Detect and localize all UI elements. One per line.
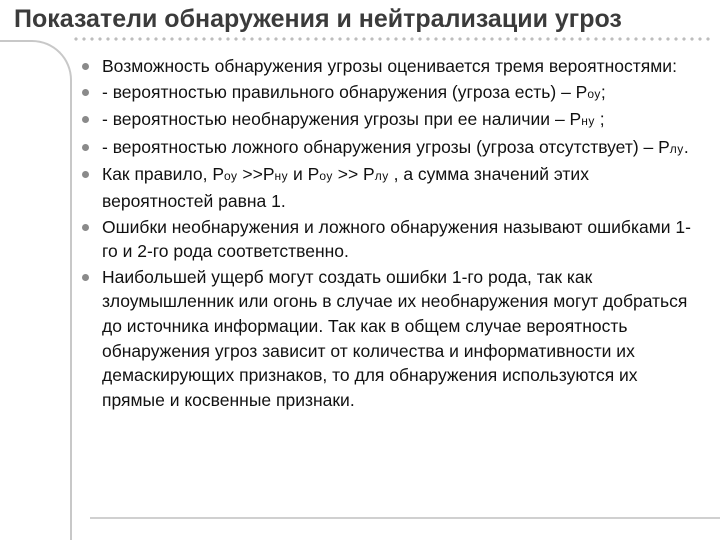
- bullet-item: [80, 215, 700, 264]
- bullet-item: [80, 54, 700, 79]
- bullet-item: [80, 135, 700, 162]
- text-run: - вероятностью необнаружения угрозы при ее наличии – Р: [102, 109, 582, 130]
- bullet-item: [80, 162, 700, 213]
- slide-title: Показатели обнаружения и нейтрализации угроз: [14, 5, 622, 33]
- probability-subscript: ну: [274, 169, 289, 184]
- text-run: Как правило, Р: [102, 164, 224, 185]
- bullet-text: [102, 82, 606, 102]
- text-run: Ошибки необнаружения и ложного обнаружения называют ошибками 1-го и 2-го рода соответственно.: [102, 216, 691, 262]
- bullet-dot-icon: [82, 224, 89, 231]
- bullet-list: [80, 50, 700, 412]
- bullet-item: [80, 107, 700, 134]
- bullet-dot-icon: [82, 144, 89, 151]
- bullet-text: [102, 217, 691, 262]
- probability-subscript: лу: [669, 141, 684, 156]
- bullet-dot-icon: [82, 171, 89, 178]
- decorative-frame-line: [0, 40, 72, 540]
- bullet-text: [102, 137, 689, 157]
- text-run: и Р: [288, 164, 320, 185]
- bullet-dot-icon: [82, 274, 89, 281]
- text-run: ;: [594, 109, 605, 130]
- probability-subscript: оу: [319, 169, 333, 184]
- probability-subscript: оу: [224, 169, 238, 184]
- text-run: Наибольшей ущерб могут создать ошибки 1-го рода, так как злоумышленник или огонь в случае их необнаружения могут добраться до источника информации. Так как в общем случае вероятность обнаружения угроз зависит от количества и информативности их демаскирующих признаков, то для обнаружения используются их прямые и косвенные признаки.: [102, 266, 688, 410]
- probability-subscript: оу: [587, 86, 601, 101]
- bullet-dot-icon: [82, 116, 89, 123]
- text-run: - вероятностью правильного обнаружения (угроза есть) – Р: [102, 81, 588, 102]
- bullet-text: [102, 164, 589, 211]
- bullet-item: [80, 265, 700, 413]
- text-run: ;: [600, 81, 606, 102]
- text-run: .: [683, 136, 689, 157]
- decorative-dotted-line: [72, 34, 712, 44]
- decorative-bottom-line: [90, 517, 720, 519]
- bullet-text: [102, 267, 687, 410]
- text-run: >> Р: [332, 164, 375, 185]
- probability-subscript: ну: [581, 114, 595, 129]
- text-run: Возможность обнаружения угрозы оценивается тремя вероятностями:: [102, 56, 677, 76]
- bullet-dot-icon: [82, 89, 89, 96]
- bullet-dot-icon: [82, 63, 89, 70]
- bullet-item: [80, 80, 700, 107]
- text-run: >>Р: [237, 164, 275, 185]
- bullet-text: [102, 56, 677, 76]
- bullet-text: [102, 109, 605, 129]
- text-run: - вероятностью ложного обнаружения угрозы (угроза отсутствует) – Р: [102, 136, 670, 157]
- text-run: , а сумма значений этих вероятностей равна 1.: [102, 164, 589, 211]
- probability-subscript: лу: [374, 169, 389, 184]
